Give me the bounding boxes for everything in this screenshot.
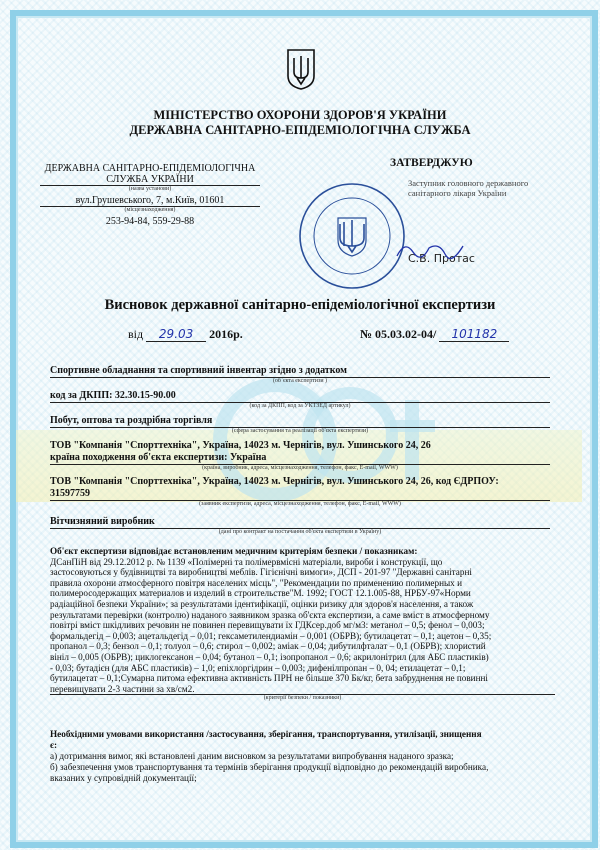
field-code: код за ДКПП: 32.30.15-90.00: [50, 390, 550, 403]
date-handwritten: 29.03: [146, 327, 206, 342]
criteria-line: перевищувати 2-3 частини за хв/см2.: [50, 684, 555, 696]
field-code-caption: (код за ДКПП, код за УКТЗЕД артикул): [249, 403, 351, 409]
issuer-name-line1: ДЕРЖАВНА САНІТАРНО-ЕПІДЕМІОЛОГІЧНА: [44, 163, 256, 174]
document-number: [360, 327, 509, 342]
criteria-heading: Об'єкт експертизи відповідає встановленим медичним критеріям безпеки / показникам:: [50, 546, 418, 556]
field-applicant: ТОВ "Компанія "Спорттехніка", Україна, 14023 м. Чернігів, вул. Ушинського 24, 26, код ЄДРПОУ:: [50, 476, 499, 487]
field-manufacturer-caption: (країна, виробник, адреса, місцезнаходження, телефон, факс, E-mail, WWW): [202, 465, 398, 471]
issuer-name-caption: (назва установи): [128, 186, 172, 192]
condition-line: б) забезпечення умов транспортування та термінів зберігання продукції відповідно до рекомендацій виробника,: [50, 762, 489, 772]
criteria-block: [50, 546, 555, 702]
field-applicant-caption: (заявник експертизи, адреса, місцезнаходження, телефон, факс, E-mail, WWW): [199, 501, 401, 507]
issuer-phones: 253-94-84, 559-29-88: [105, 216, 195, 227]
condition-line: вказаних у супровідній документації;: [50, 773, 197, 783]
signatory-name: С.В. Протас: [408, 252, 475, 265]
fields-block: [50, 365, 550, 536]
issuer-block: [40, 163, 260, 227]
criteria-line: полимеросодержащих материалов и изделий в строительстве"М. 1992; ГОСТ 12.1.005-88, НРБУ-97«Норми: [50, 588, 471, 599]
conditions-heading-2: є:: [50, 740, 58, 750]
field-object: Спортивне обладнання та спортивний інвентар згідно з додатком: [50, 365, 550, 378]
approval-title-line2: санітарного лікаря України: [408, 188, 507, 198]
field-contract: Вітчизняний виробник: [50, 516, 550, 529]
criteria-line: правила охорони атмосферного повітря населених місць", "Рекомендации по применению полимерных и: [50, 577, 462, 588]
criteria-line: результатами перевірки (контролю) наданого заявником зразка об'єкта експертизи, а саме вміст в атмосферному: [50, 609, 490, 620]
field-contract-caption: (дані про контракт на постачання об'єкта експертизи в Україну): [218, 529, 382, 535]
date-prefix: від: [128, 327, 144, 341]
number-handwritten: 101182: [439, 327, 509, 342]
ministry-title: МІНІСТЕРСТВО ОХОРОНИ ЗДОРОВ'Я УКРАЇНИ: [153, 108, 447, 122]
official-seal-stamp: [296, 180, 408, 292]
issuer-name-line2: СЛУЖБА УКРАЇНИ: [40, 174, 260, 186]
criteria-line: пропанол – 0,3; бензол – 0,1; толуол – 0,6; стирол – 0,002; аміак – 0,04; дибутилфталат – 0,1 (ОБРВ); хлористий: [50, 641, 486, 652]
approval-label: ЗАТВЕРДЖУЮ: [390, 157, 473, 169]
field-manufacturer: ТОВ "Компанія "Спорттехніка", Україна, 14023 м. Чернігів, вул. Ушинського 24, 26: [50, 440, 431, 451]
criteria-line: радіаційної безпеки України»; за результатами ідентифікації, оцінки ризику для здоров'я населення, а також: [50, 598, 474, 609]
document-title: Висновок державної санітарно-епідеміологічної експертизи: [104, 297, 496, 313]
approval-title: [408, 178, 558, 198]
field-sphere-caption: (сфера застосування та реалізації об'єкта експертизи): [231, 428, 369, 434]
criteria-line: застосовуються у будівництві та виробництві меблів. Гігієнічні вимоги», ДСП - 201-97 "Державні санітарні: [50, 567, 472, 578]
criteria-line: бутилацетат – 0,1;Сумарна питома ефективна активність ПРН не більше 370 Бк/кг, бета забруднення не повинні: [50, 673, 488, 684]
criteria-line: вініл – 0,005 (ОБРВ); циклогексанон – 0,04; бутанол – 0,1; ізопропанол – 0,6; акрилонітрил (для АБС пластиків): [50, 651, 489, 662]
service-title: ДЕРЖАВНА САНІТАРНО-ЕПІДЕМІОЛОГІЧНА СЛУЖБА: [129, 123, 471, 137]
document-date: [128, 327, 243, 342]
field-country: країна походження об'єкта експертизи: Україна: [50, 452, 550, 465]
criteria-caption: (критерії безпеки / показники): [263, 695, 342, 702]
field-object-caption: (об`єкта експертизи ): [272, 378, 328, 384]
conditions-heading: Необхідними умовами використання /застосування, зберігання, транспортування, утилізації, знищення: [50, 729, 482, 739]
trident-coat-of-arms-icon: [286, 48, 316, 90]
field-sphere: Побут, оптова та роздрібна торгівля: [50, 415, 550, 428]
condition-line: а) дотримання вимог, які встановлені даним висновком за результатами випробування наданого зразка;: [50, 751, 454, 761]
conditions-block: [50, 729, 555, 784]
number-prefix: № 05.03.02-04/: [360, 327, 437, 341]
criteria-line: повітрі вміст шкідливих речовин не повинен перевищувати їх ГДКсер.доб мг/м3: метанол – 0,5; фенол – 0,003;: [50, 620, 485, 631]
criteria-line: ДСанПіН від 29.12.2012 р. № 1139 «Полімерні та полімервмісні матеріали, вироби і конструкції, що: [50, 556, 443, 567]
criteria-line: формальдегід – 0,003; ацетальдегід – 0,01; гексаметилендиамін – 0,001 (ОБРВ); бутилацетат – 0,1; ацетон – 0,35;: [50, 630, 492, 641]
criteria-line: - 0,03; бутадієн (для АБС пластиків) – 1,0; епіхлоргідрин – 0,003; дифенілпропан – 0, 04; етилацетат – 0,1;: [50, 662, 466, 673]
approval-title-line1: Заступник головного державного: [408, 178, 529, 188]
handwritten-signature: [395, 238, 465, 262]
field-applicant-code: 31597759: [50, 488, 550, 501]
date-suffix: 2016р.: [209, 327, 243, 341]
issuer-address: вул.Грушевського, 7, м.Київ, 01601: [40, 195, 260, 207]
issuer-address-caption: (місцезнаходження): [124, 207, 176, 213]
